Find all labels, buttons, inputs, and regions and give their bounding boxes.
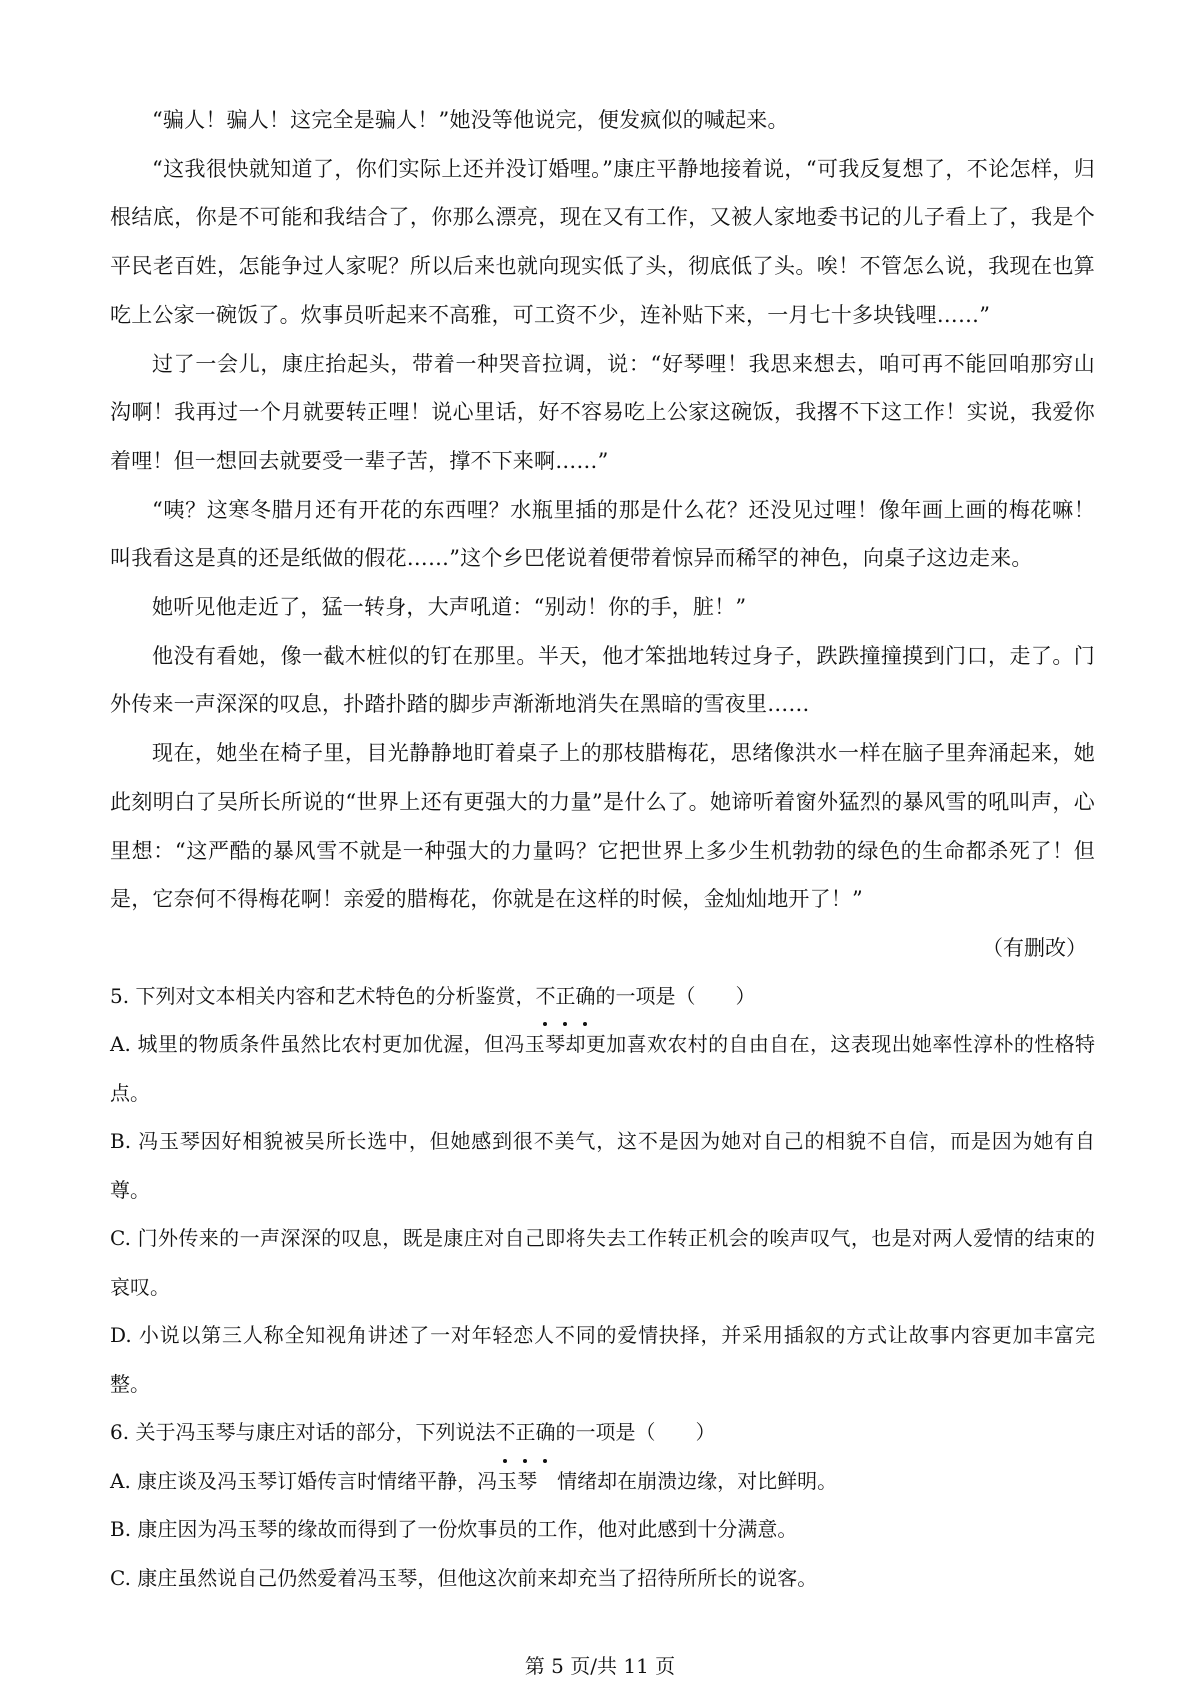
stem-text: 的一项是（ ） xyxy=(595,983,756,1008)
option-c: C. 门外传来的一声深深的叹息，既是康庄对自己即将失去工作转正机会的唉声叹气，也是对两人爱情的结束的哀叹。 xyxy=(110,1226,1095,1299)
option-b: B. 康庄因为冯玉琴的缘故而得到了一份炊事员的工作，他对此感到十分满意。 xyxy=(110,1517,798,1542)
story-paragraph: “骗人！骗人！这完全是骗人！”她没等他说完，便发疯似的喊起来。 xyxy=(152,108,789,132)
option-b: B. 冯玉琴因好相貌被吴所长选中，但她感到很不美气，这不是因为她对自己的相貌不自信，而是因为她有自尊。 xyxy=(110,1129,1095,1202)
story-paragraph: 现在，她坐在椅子里，目光静静地盯着桌子上的那枝腊梅花，思绪像洪水一样在脑子里奔涌起来，她此刻明白了吴所长所说的“世界上还有更强大的力量”是什么了。她谛听着窗外猛烈的暴风雪的吼叫声，心里想：“这严酷的暴风雪不就是一种强大的力量吗？它把世界上多少生机勃勃的绿色的生命都杀死了！但是，它奈何不得梅花啊！亲爱的腊梅花，你就是在这样的时候，金灿灿地开了！” xyxy=(110,741,1095,912)
stem-text: 的一项是（ ） xyxy=(555,1420,716,1445)
stem-text: 5. 下列对文本相关内容和艺术特色的分析鉴赏， xyxy=(110,983,536,1008)
option-a: A. 城里的物质条件虽然比农村更加优渥，但冯玉琴却更加喜欢农村的自由自在，这表现出她率性淳朴的性格特点。 xyxy=(110,1032,1095,1105)
question-5 xyxy=(110,972,1095,1409)
question-stem xyxy=(110,972,1095,1021)
story-paragraph: “这我很快就知道了，你们实际上还并没订婚哩。”康庄平静地接着说，“可我反复想了，不论怎样，归根结底，你是不可能和我结合了，你那么漂亮，现在又有工作，又被人家地委书记的儿子看上了，我是个平民老百姓，怎能争过人家呢？所以后来也就向现实低了头，彻底低了头。唉！不管怎么说，我现在也算吃上公家一碗饭了。炊事员听起来不高雅，可工资不少，连补贴下来，一月七十多块钱哩……” xyxy=(110,156,1095,327)
story-paragraph: 他没有看她，像一截木桩似的钉在那里。半天，他才笨拙地转过身子，跌跌撞撞摸到门口，走了。门外传来一声深深的叹息，扑踏扑踏的脚步声渐渐地消失在黑暗的雪夜里…… xyxy=(110,643,1095,717)
emphasis-char: 确 xyxy=(535,1408,555,1457)
emphasis-char: 不 xyxy=(535,972,555,1021)
emphasis-char: 不 xyxy=(495,1408,515,1457)
stem-text: 6. 关于冯玉琴与康庄对话的部分，下列说法 xyxy=(110,1420,496,1445)
option-a: A. 康庄谈及冯玉琴订婚传言时情绪平静，冯玉琴 情绪却在崩溃边缘，对比鲜明。 xyxy=(110,1468,838,1493)
option-c: C. 康庄虽然说自己仍然爱着冯玉琴，但他这次前来却充当了招待所所长的说客。 xyxy=(110,1565,818,1590)
story-paragraph: “咦？这寒冬腊月还有开花的东西哩？水瓶里插的那是什么花？还没见过哩！像年画上画的梅花嘛！叫我看这是真的还是纸做的假花……”这个乡巴佬说着便带着惊异而稀罕的神色，向桌子这边走来。 xyxy=(110,497,1095,571)
question-stem xyxy=(110,1408,1095,1457)
emphasis-char: 确 xyxy=(575,972,595,1021)
emphasis-char: 正 xyxy=(555,972,575,1021)
option-d: D. 小说以第三人称全知视角讲述了一对年轻恋人不同的爱情抉择，并采用插叙的方式让故事内容更加丰富完整。 xyxy=(110,1323,1095,1396)
emphasis-char: 正 xyxy=(515,1408,535,1457)
question-6 xyxy=(110,1408,1095,1602)
story-excerpt xyxy=(110,96,1095,972)
source-note: （有删改） xyxy=(982,935,1087,960)
story-paragraph: 她听见他走近了，猛一转身，大声吼道：“别动！你的手，脏！” xyxy=(152,595,747,620)
story-paragraph: 过了一会儿，康庄抬起头，带着一种哭音拉调，说：“好琴哩！我思来想去，咱可再不能回咱那穷山沟啊！我再过一个月就要转正哩！说心里话，好不容易吃上公家这碗饭，我撂不下这工作！实说，我爱你着哩！但一想回去就要受一辈子苦，撑不下来啊……” xyxy=(110,351,1095,473)
page-number: 第 5 页/共 11 页 xyxy=(524,1654,676,1678)
page-content xyxy=(110,96,1095,1602)
